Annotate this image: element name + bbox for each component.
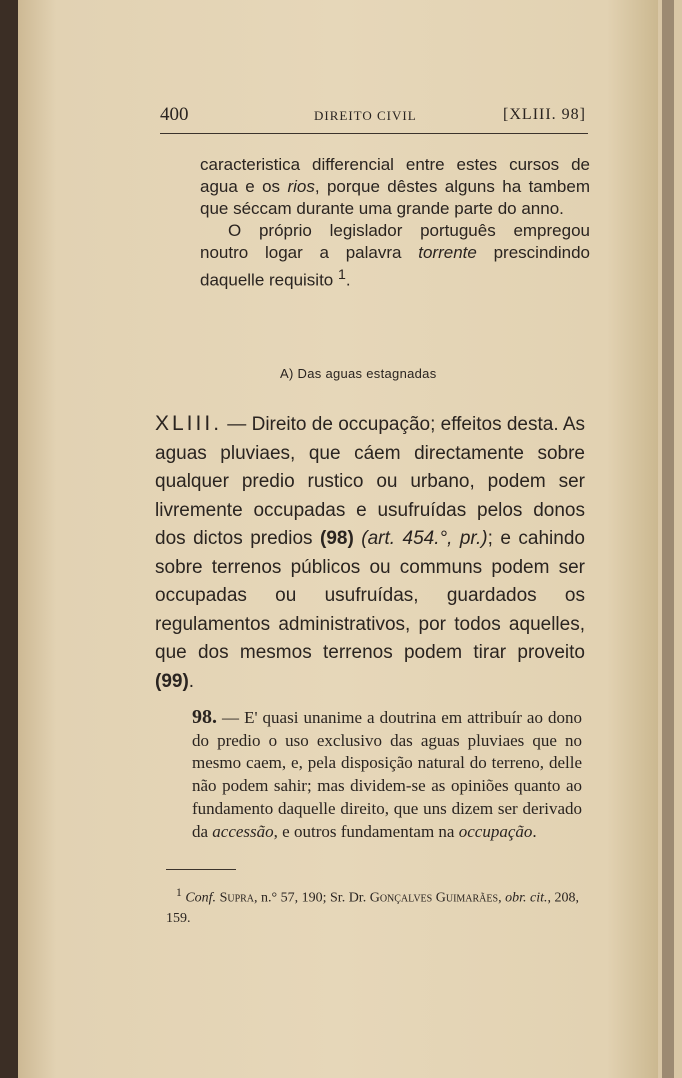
section-text: ; e cahindo sobre terrenos públicos ou communs podem ser occupadas ou usufruídas, guardados os regulamentos administrativos, por todos aquelles, que dos mesmos terrenos podem tirar proveito — [155, 528, 585, 663]
note-text: — E' quasi unanime a doutrina em attribuír ao dono do predio o uso exclusivo das aguas pluviaes que no mesmo caem, e, pela disposição natural do terreno, delle não podem sahir; mas dividem-se as opiniões quanto ao fundamento daquelle direito, que uns dizem ser derivado da — [192, 708, 582, 841]
note-reference: (98) — [320, 528, 354, 549]
intro-text: O próprio legislador português empregou noutro logar a palavra — [200, 221, 590, 262]
footnote — [166, 883, 586, 929]
footnote-obr: obr. cit. — [505, 890, 548, 906]
intro-text: . — [345, 270, 351, 290]
legal-citation: (art. 454.°, pr.) — [353, 528, 488, 549]
section-numeral: XLIII. — [155, 412, 223, 435]
footnote-text: , n.° 57, 190; Sr. Dr. — [254, 890, 370, 906]
footnote-text: , — [498, 890, 506, 906]
subsection-heading: A) Das aguas estagnadas — [280, 366, 437, 381]
running-title: DIREITO CIVIL — [314, 108, 417, 123]
footnote-rule — [166, 869, 236, 870]
footnote-text: , 208, 159. — [166, 890, 579, 926]
intro-paragraph — [200, 154, 590, 220]
intro-italic: rios — [287, 177, 315, 196]
footnote-author: Gonçalves Guimarães — [369, 890, 499, 906]
note-text: . — [532, 821, 537, 841]
note-italic: accessão — [212, 821, 274, 841]
note-reference: (99) — [155, 670, 189, 692]
intro-text: e os — [245, 177, 288, 196]
intro-paragraph-2 — [200, 220, 590, 292]
intro-line: caracteristica differencial entre estes cursos de agua — [200, 155, 590, 196]
page-number: 400 — [160, 104, 189, 125]
section-text: . — [188, 670, 195, 692]
next-page-edge — [662, 0, 674, 1078]
footnote-supra: Supra — [219, 890, 255, 906]
header-rule — [160, 133, 588, 134]
section-heading: Direito de occupação; effeitos desta. — [251, 414, 559, 435]
page-header — [160, 104, 590, 130]
footnote-mark: 1 — [176, 886, 182, 899]
intro-italic: torrente — [418, 243, 477, 262]
footnote-conf: Conf. — [185, 890, 217, 906]
section-reference: [XLIII. 98] — [503, 106, 586, 123]
intro-text: prescindindo daquelle requisito — [200, 243, 590, 290]
section-dash: — — [222, 414, 252, 435]
note-text: , e outros fundamentam na — [273, 821, 459, 841]
section-text: As aguas pluviaes, que cáem directamente sobre qualquer predio rustico ou urbano, podem ser livremente occupadas e usufruídas pelos donos dos dictos predios — [155, 414, 586, 549]
book-spine-edge — [0, 0, 18, 1078]
note-italic: occupação — [458, 821, 533, 841]
note-98 — [192, 706, 582, 843]
note-number: 98. — [192, 706, 217, 728]
intro-text: durante uma grande parte do anno. — [296, 199, 564, 218]
intro-text: , porque dêstes alguns ha tambem que séccam — [200, 177, 590, 218]
section-paragraph — [155, 410, 585, 696]
footnote-marker: 1 — [337, 267, 346, 283]
